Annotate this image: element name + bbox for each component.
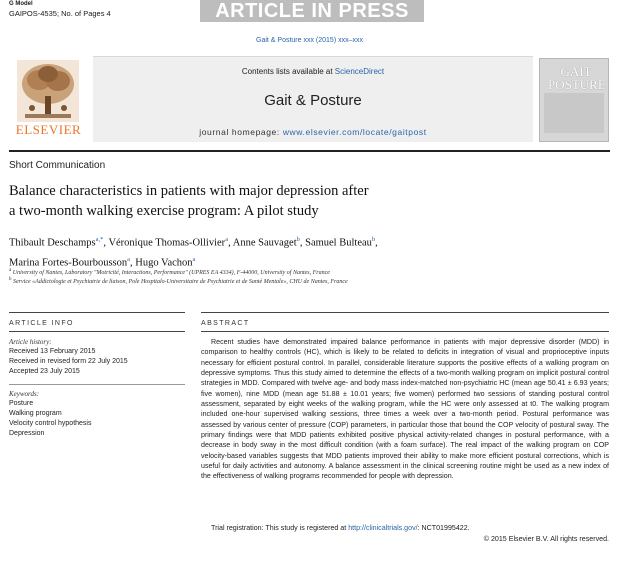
keyword-item: Posture <box>9 400 34 407</box>
author-name[interactable]: Hugo Vachon <box>135 257 193 268</box>
article-info-heading: ARTICLE INFO <box>9 320 74 327</box>
journal-cover-thumbnail[interactable] <box>539 58 609 142</box>
keyword-item: Velocity control hypothesis <box>9 420 92 427</box>
author-name[interactable]: Marina Fortes-Bourbousson <box>9 257 128 268</box>
author-affiliation-mark[interactable]: a <box>225 236 229 243</box>
masthead <box>9 56 609 148</box>
abstract-rule-top <box>201 312 609 313</box>
journal-info-box <box>93 56 533 142</box>
article-title-line2: a two-month walking exercise program: A pilot study <box>9 203 319 219</box>
author-line2: Marina Fortes-Bourbousson$^a$, Hugo Vachon$^a$ <box>9 255 196 268</box>
article-title <box>9 181 529 221</box>
journal-homepage-line <box>93 127 533 137</box>
abstract-body <box>201 337 609 482</box>
keywords-divider <box>9 384 185 385</box>
cover-band <box>544 93 604 133</box>
author-line1: Thibault Deschamps$^{a,*}$, Véronique Thomas-Ollivier$^a$, Anne Sauvaget$^b$, Samuel Bulteau$^b$, <box>9 236 378 249</box>
copyright-notice: © 2015 Elsevier B.V. All rights reserved. <box>483 535 609 543</box>
contents-prefix: Contents lists available at <box>241 67 335 76</box>
affiliation-a <box>9 268 609 276</box>
journal-citation[interactable]: Gait & Posture xxx (2015) xxx–xxx <box>256 37 363 44</box>
author-affiliation-mark[interactable]: a <box>127 255 131 263</box>
keyword-item: Depression <box>9 430 45 437</box>
journal-name: Gait & Posture <box>264 92 362 109</box>
history-item: Received in revised form 22 July 2015 <box>9 358 128 365</box>
tree-icon <box>17 60 79 122</box>
trial-prefix: Trial registration: This study is registered at <box>211 524 349 532</box>
elsevier-wordmark: ELSEVIER <box>15 122 82 137</box>
author-name[interactable]: Anne Sauvaget <box>232 237 297 249</box>
affiliation-text: University of Nantes, Laboratory "Motricité, Interactions, Performance" (UPRES EA 4334), F-44000, University of Nantes, France <box>12 270 330 276</box>
author-affiliation-mark[interactable]: b <box>296 236 300 243</box>
cover-title-line1: GAIT <box>560 64 592 79</box>
homepage-prefix: journal homepage: <box>199 127 283 137</box>
article-title-line1: Balance characteristics in patients with major depression after <box>9 183 369 199</box>
cover-title-line2: POSTURE <box>548 77 606 92</box>
author-affiliation-mark[interactable]: b <box>371 236 376 243</box>
trial-registration <box>201 524 609 532</box>
abstract-rule <box>201 331 609 332</box>
clinicaltrials-link[interactable]: http://clinicaltrials.gov/ <box>348 524 418 532</box>
author-affiliation-mark[interactable]: a <box>192 255 196 263</box>
cover-title <box>548 65 604 91</box>
article-info-rule-top <box>9 312 185 313</box>
sciencedirect-link[interactable]: ScienceDirect <box>334 67 385 76</box>
contents-line <box>93 67 533 76</box>
elsevier-logo[interactable] <box>9 56 88 142</box>
author-affiliation-mark[interactable]: a,* <box>95 236 104 243</box>
author-name[interactable]: Véronique Thomas-Ollivier <box>108 237 226 249</box>
affiliation-b <box>9 277 609 285</box>
keywords-label: Keywords: <box>9 390 40 398</box>
pages-info: GAIPOS-4535; No. of Pages 4 <box>9 9 111 18</box>
article-in-press-banner: ARTICLE IN PRESS <box>200 0 424 22</box>
abstract-heading: ABSTRACT <box>201 320 250 327</box>
article-info-rule <box>9 331 185 332</box>
article-type: Short Communication <box>9 160 106 171</box>
keyword-item: Walking program <box>9 410 62 417</box>
homepage-link[interactable]: www.elsevier.com/locate/gaitpost <box>282 127 427 137</box>
trial-suffix: : NCT01995422. <box>417 524 470 532</box>
author-name[interactable]: Samuel Bulteau <box>305 237 372 249</box>
masthead-divider <box>9 150 610 152</box>
affiliation-mark: a <box>9 268 12 273</box>
history-item: Received 13 February 2015 <box>9 348 96 355</box>
author-name[interactable]: Thibault Deschamps <box>9 237 96 249</box>
g-model-label: G Model <box>9 1 33 7</box>
history-item: Accepted 23 July 2015 <box>9 368 80 375</box>
author-list <box>9 232 609 271</box>
affiliation-mark: b <box>9 277 12 282</box>
top-bar <box>0 0 619 22</box>
abstract-text: Recent studies have demonstrated impaired balance performance in patients with major depressive disorder (MDD) in comparison to healthy controls (HC), which is likely to be related to deficits in integration of visual and proprioceptive inputs necessary for efficient postural control. In parallel, considerable literature supports the positive effects of a walking program on depressive symptoms. Thus this study aimed to determine the effects of a two-month walking program on implicit postural control strategies in MDD. Compared with twelve age- and body mass index-matched non-psychiatric HC (mean age 50.41 ± 6.93 years; five women), nine MDD (mean age 51.88 ± 10.01 years; five women) performed two sessions of standing postural control assessment, separated by eight weeks of the walking program, while the HC were only assessed at t0. The walking program included one-hour supervised walking sessions, three times a week over a two-month period. Postural performance was assessed by various center of pressure (COP) parameters, in particular those that bound the COP velocity of postural sway. The primary findings were that MDD patients exhibited positive physical activity-related changes in postural performance, with a decrease in body sway in the most difficult condition (with a foam surface). The real impact of the walking program on COP velocity-based variables suggests that MDD patients improved their ability to make more efficient postural corrections, which is useful for daily activities and autonomy. A balance assessment in the clinical screening routine might be used as a new index of the effectiveness of walking programs recommended for people with depression. <box>201 338 609 481</box>
affiliation-text: Service «Addictologie et Psychiatrie de liaison, Pole Hospitalo-Universitaire de Psychiatrie et de Santé Mentale», CHU de Nantes, France <box>13 279 348 285</box>
article-history-label: Article history: <box>9 338 52 346</box>
